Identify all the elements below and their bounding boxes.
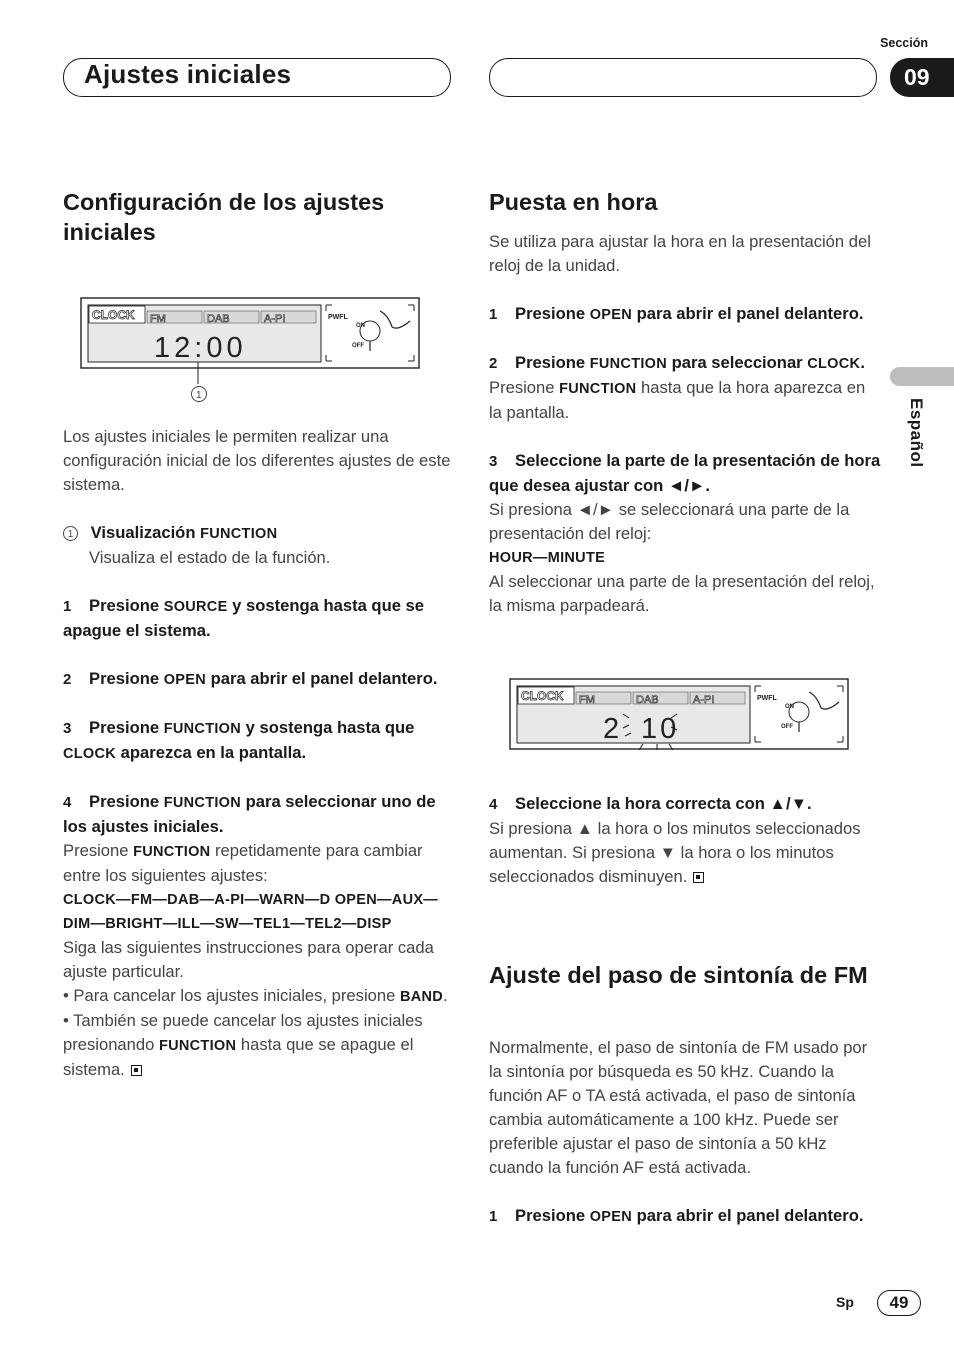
- right-step-2-detail: Presione FUNCTION hasta que la hora aparezca en la pantalla.: [489, 378, 866, 422]
- left-step-4-note: Siga las siguientes instrucciones para operar cada ajuste particular.: [63, 938, 434, 981]
- left-step-1: 1 Presione SOURCE y sostenga hasta que se apague el sistema.: [63, 596, 424, 640]
- pwfl-label-2: PWFL: [757, 695, 777, 702]
- end-mark-icon: [131, 1065, 142, 1076]
- page-title: Ajustes iniciales: [84, 59, 292, 89]
- on-label: ON: [356, 323, 365, 329]
- page-number: 49: [877, 1290, 921, 1316]
- display-time: 12:00: [154, 332, 247, 364]
- display-minute: 10: [641, 713, 680, 745]
- figure-callout: 1: [196, 390, 202, 401]
- right-heading-2: Ajuste del paso de sintonía de FM: [489, 962, 868, 988]
- pwfl-label: PWFL: [328, 314, 348, 321]
- left-intro: Los ajustes iniciales le permiten realizar una configuración inicial de los diferentes ajustes de este sistema.: [63, 427, 451, 494]
- right-step-5: 1 Presione OPEN para abrir el panel delantero.: [489, 1206, 864, 1225]
- right-intro-1: Se utiliza para ajustar la hora en la presentación del reloj de la unidad.: [489, 232, 871, 275]
- right-step-2: 2 Presione FUNCTION para seleccionar CLOCK.: [489, 353, 865, 372]
- left-step-4: 4 Presione FUNCTION para seleccionar uno de los ajustes iniciales.: [63, 792, 436, 836]
- indicator-fm-2: FM: [579, 694, 595, 706]
- clock-display-figure: [80, 297, 420, 409]
- left-bullet-1: • Para cancelar los ajustes iniciales, presione BAND.: [63, 986, 448, 1005]
- right-step-3: 3 Seleccione la parte de la presentación de hora que desea ajustar con ◄/►.: [489, 451, 881, 495]
- legend-item: [63, 521, 455, 546]
- language-label: Español: [907, 398, 926, 468]
- legend-description: Visualiza el estado de la función.: [89, 548, 331, 567]
- end-mark-icon: [693, 872, 704, 883]
- clock-setting-display-figure: [509, 678, 849, 754]
- settings-sequence: CLOCK—FM—DAB—A-PI—WARN—D OPEN—AUX—DIM—BRIGHT—ILL—SW—TEL1—TEL2—DISP: [63, 892, 439, 932]
- left-step-3: 3 Presione FUNCTION y sostenga hasta que CLOCK aparezca en la pantalla.: [63, 718, 415, 762]
- right-step-1: 1 Presione OPEN para abrir el panel delantero.: [489, 304, 864, 323]
- left-step-4-detail: Presione FUNCTION repetidamente para cambiar entre los siguientes ajustes:: [63, 841, 423, 885]
- left-step-2: 2 Presione OPEN para abrir el panel delantero.: [63, 669, 438, 688]
- indicator-dab-2: DAB: [636, 694, 659, 706]
- right-text-column-1: [489, 230, 881, 618]
- right-text-column-2: [489, 792, 881, 889]
- legend-label: Visualización: [90, 523, 201, 542]
- right-step-3-note: Al seleccionar una parte de la presentación del reloj, la misma parpadeará.: [489, 572, 875, 615]
- left-heading: Configuración de los ajustes iniciales: [63, 189, 385, 245]
- right-intro-2: Normalmente, el paso de sintonía de FM usado por la sintonía por búsqueda es 50 kHz. Cuando la función AF o TA está activada, el paso de sintonía cambia automáticamente a 100 kHz. Puede ser preferible ajustar el paso de sintonía a 50 kHz cuando la función AF está activada.: [489, 1038, 868, 1177]
- legend-marker: 1: [63, 526, 78, 541]
- left-bullet-2: • También se puede cancelar los ajustes iniciales presionando FUNCTION hasta que se apague el sistema.: [63, 1011, 423, 1079]
- off-label: OFF: [352, 343, 364, 349]
- right-step-4-detail: Si presiona ▲ la hora o los minutos seleccionados aumentan. Si presiona ▼ la hora o los minutos seleccionados disminuyen.: [489, 819, 861, 886]
- language-tab-bar: [890, 367, 954, 386]
- display-hour: 2: [603, 713, 620, 745]
- off-label-2: OFF: [781, 724, 793, 730]
- indicator-clock-2: CLOCK: [521, 689, 564, 703]
- legend-keyword: FUNCTION: [200, 526, 278, 542]
- right-step-3-detail: Si presiona ◄/► se seleccionará una parte de la presentación del reloj:: [489, 500, 850, 543]
- hour-minute-sequence: HOUR—MINUTE: [489, 550, 606, 566]
- indicator-dab: DAB: [207, 313, 230, 325]
- indicator-api-2: A-PI: [693, 694, 715, 706]
- indicator-api: A-PI: [264, 313, 286, 325]
- indicator-clock: CLOCK: [92, 308, 135, 322]
- section-label: Sección: [880, 36, 928, 50]
- right-step-4: 4 Seleccione la hora correcta con ▲/▼.: [489, 794, 812, 813]
- footer-lang-code: Sp: [836, 1294, 854, 1310]
- header-blank-frame: [489, 58, 877, 97]
- on-label-2: ON: [785, 704, 794, 710]
- indicator-fm: FM: [150, 313, 166, 325]
- right-text-column-3: [489, 1036, 881, 1229]
- left-text-column: [63, 425, 455, 1082]
- right-heading-1: Puesta en hora: [489, 189, 658, 215]
- section-number-badge: 09: [890, 58, 954, 97]
